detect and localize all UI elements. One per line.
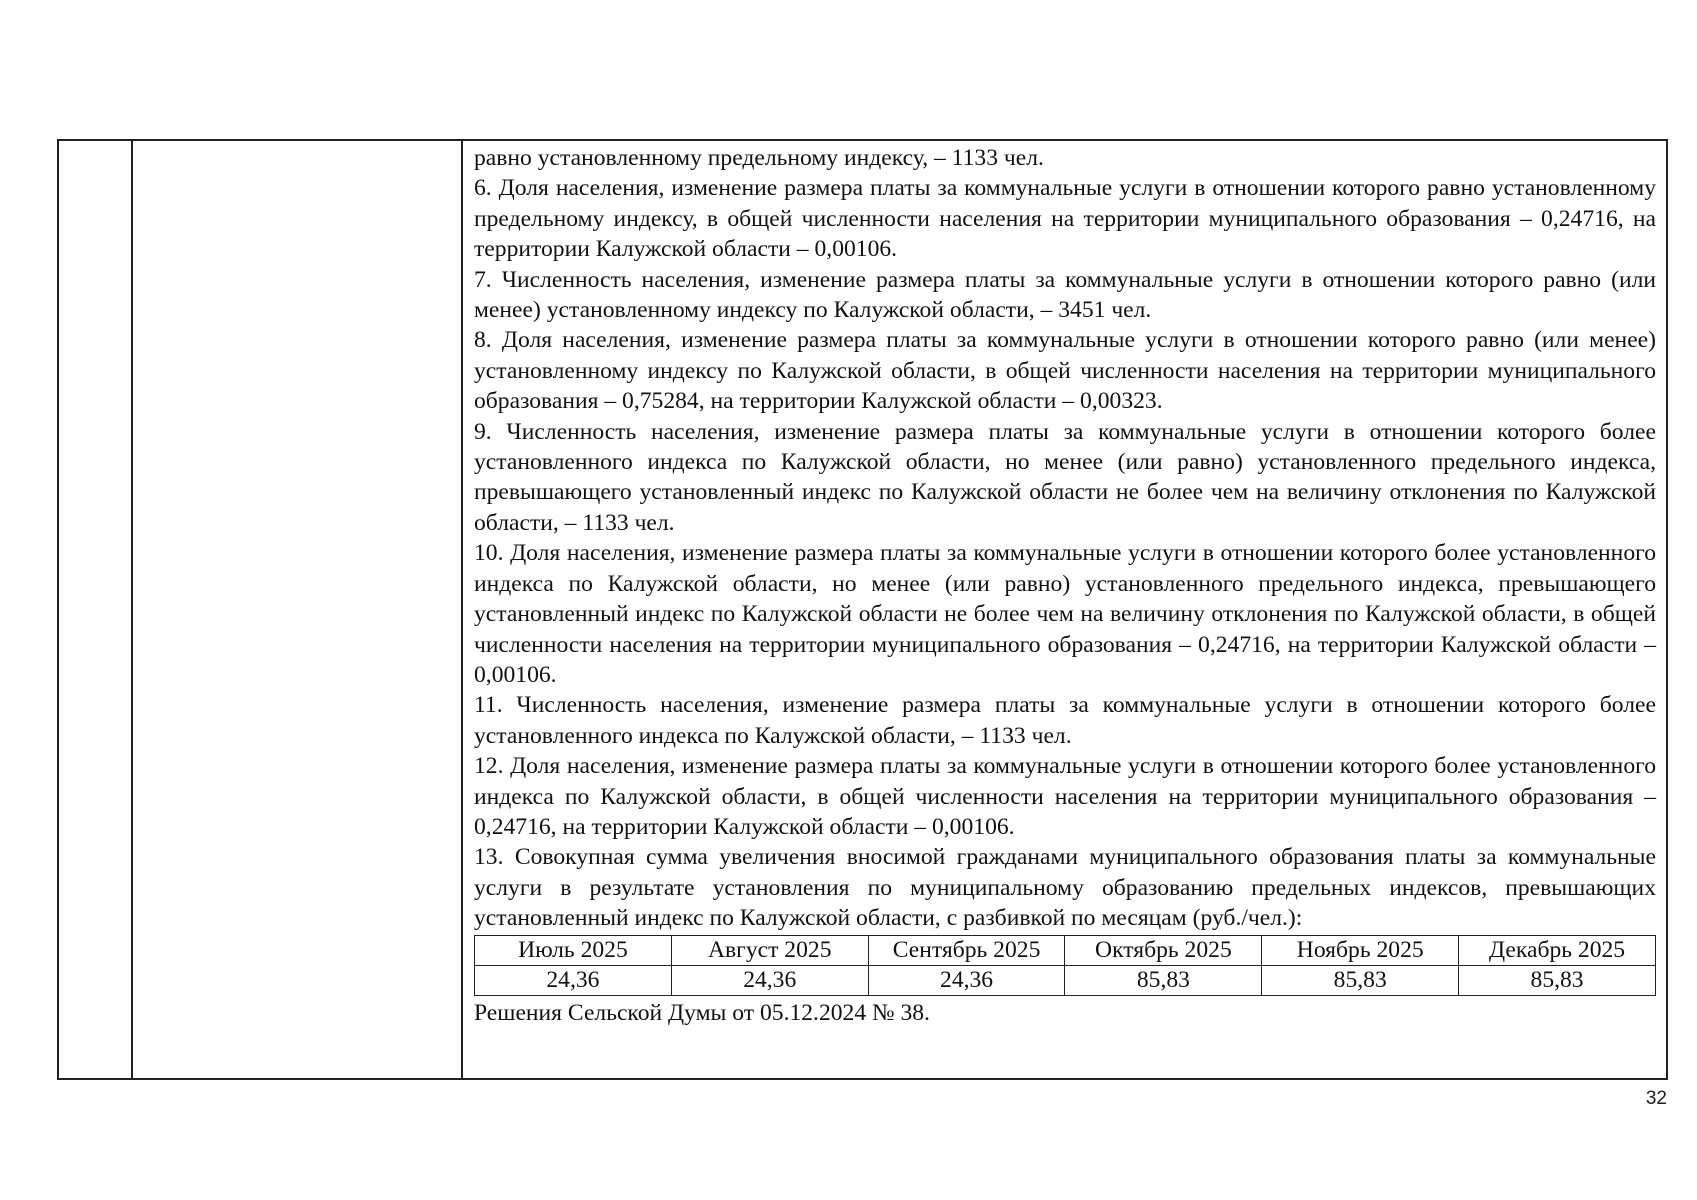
month-value: 24,36 bbox=[671, 965, 868, 995]
month-header: Июль 2025 bbox=[475, 935, 672, 965]
month-header: Декабрь 2025 bbox=[1459, 935, 1656, 965]
paragraph: 10. Доля населения, изменение размера платы за коммунальные услуги в отношении которого более установленного индекса по Калужской области, но менее (или равно) установленного предельного индекса, превышающего установленный индекс по Калужской области не более чем на величину отклонения по Калужской области, в общей численности населения на территории муниципального образования – 0,24716, на территории Калужской области – 0,00106. bbox=[474, 540, 1656, 688]
month-header: Ноябрь 2025 bbox=[1262, 935, 1459, 965]
page-number: 32 bbox=[1645, 1088, 1667, 1109]
table-column-number bbox=[59, 141, 133, 1078]
month-header: Октябрь 2025 bbox=[1065, 935, 1262, 965]
table-header-row bbox=[475, 935, 1656, 965]
paragraph: 9. Численность населения, изменение размера платы за коммунальные услуги в отношении которого более установленного индекса по Калужской области, но менее (или равно) установленного предельного индекса, превышающего установленный индекс по Калужской области не более чем на величину отклонения по Калужской области, – 1133 чел. bbox=[474, 418, 1656, 536]
table-column-content bbox=[463, 141, 1666, 1078]
month-value: 85,83 bbox=[1262, 965, 1459, 995]
month-header: Август 2025 bbox=[671, 935, 868, 965]
monthly-increase-table bbox=[474, 935, 1656, 996]
paragraph: 11. Численность населения, изменение размера платы за коммунальные услуги в отношении которого более установленного индекса по Калужской области, – 1133 чел. bbox=[474, 692, 1656, 749]
paragraph: равно установленному предельному индексу, – 1133 чел. bbox=[474, 145, 1044, 171]
paragraph: 13. Совокупная сумма увеличения вносимой гражданами муниципального образования платы за коммунальные услуги в результате установления по муниципальному образованию предельных индексов, превышающих установленный индекс по Калужской области, с разбивкой по месяцам (руб./чел.): bbox=[474, 844, 1656, 932]
paragraph: 7. Численность населения, изменение размера платы за коммунальные услуги в отношении которого равно (или менее) установленному индексу по Калужской области, – 3451 чел. bbox=[474, 266, 1656, 324]
paragraph: 8. Доля населения, изменение размера платы за коммунальные услуги в отношении которого равно (или менее) установленному индексу по Калужской области, в общей численности населения на территории муниципального образования – 0,75284, на территории Калужской области – 0,00323. bbox=[474, 327, 1656, 415]
month-value: 24,36 bbox=[868, 965, 1065, 995]
table-row bbox=[475, 965, 1656, 995]
month-value: 85,83 bbox=[1459, 965, 1656, 995]
closing-line: Решения Сельской Думы от 05.12.2024 № 38. bbox=[474, 999, 930, 1026]
paragraph: 12. Доля населения, изменение размера платы за коммунальные услуги в отношении которого более установленного индекса по Калужской области, в общей численности населения на территории муниципального образования – 0,24716, на территории Калужской области – 0,00106. bbox=[474, 753, 1656, 840]
month-value: 24,36 bbox=[475, 965, 672, 995]
document-table bbox=[57, 139, 1668, 1080]
table-column-name bbox=[133, 141, 463, 1078]
paragraph: 6. Доля населения, изменение размера платы за коммунальные услуги в отношении которого равно установленному предельному индексу, в общей численности населения на территории муниципального образования – 0,24716, на территории Калужской области – 0,00106. bbox=[474, 175, 1656, 263]
month-header: Сентябрь 2025 bbox=[868, 935, 1065, 965]
month-value: 85,83 bbox=[1065, 965, 1262, 995]
